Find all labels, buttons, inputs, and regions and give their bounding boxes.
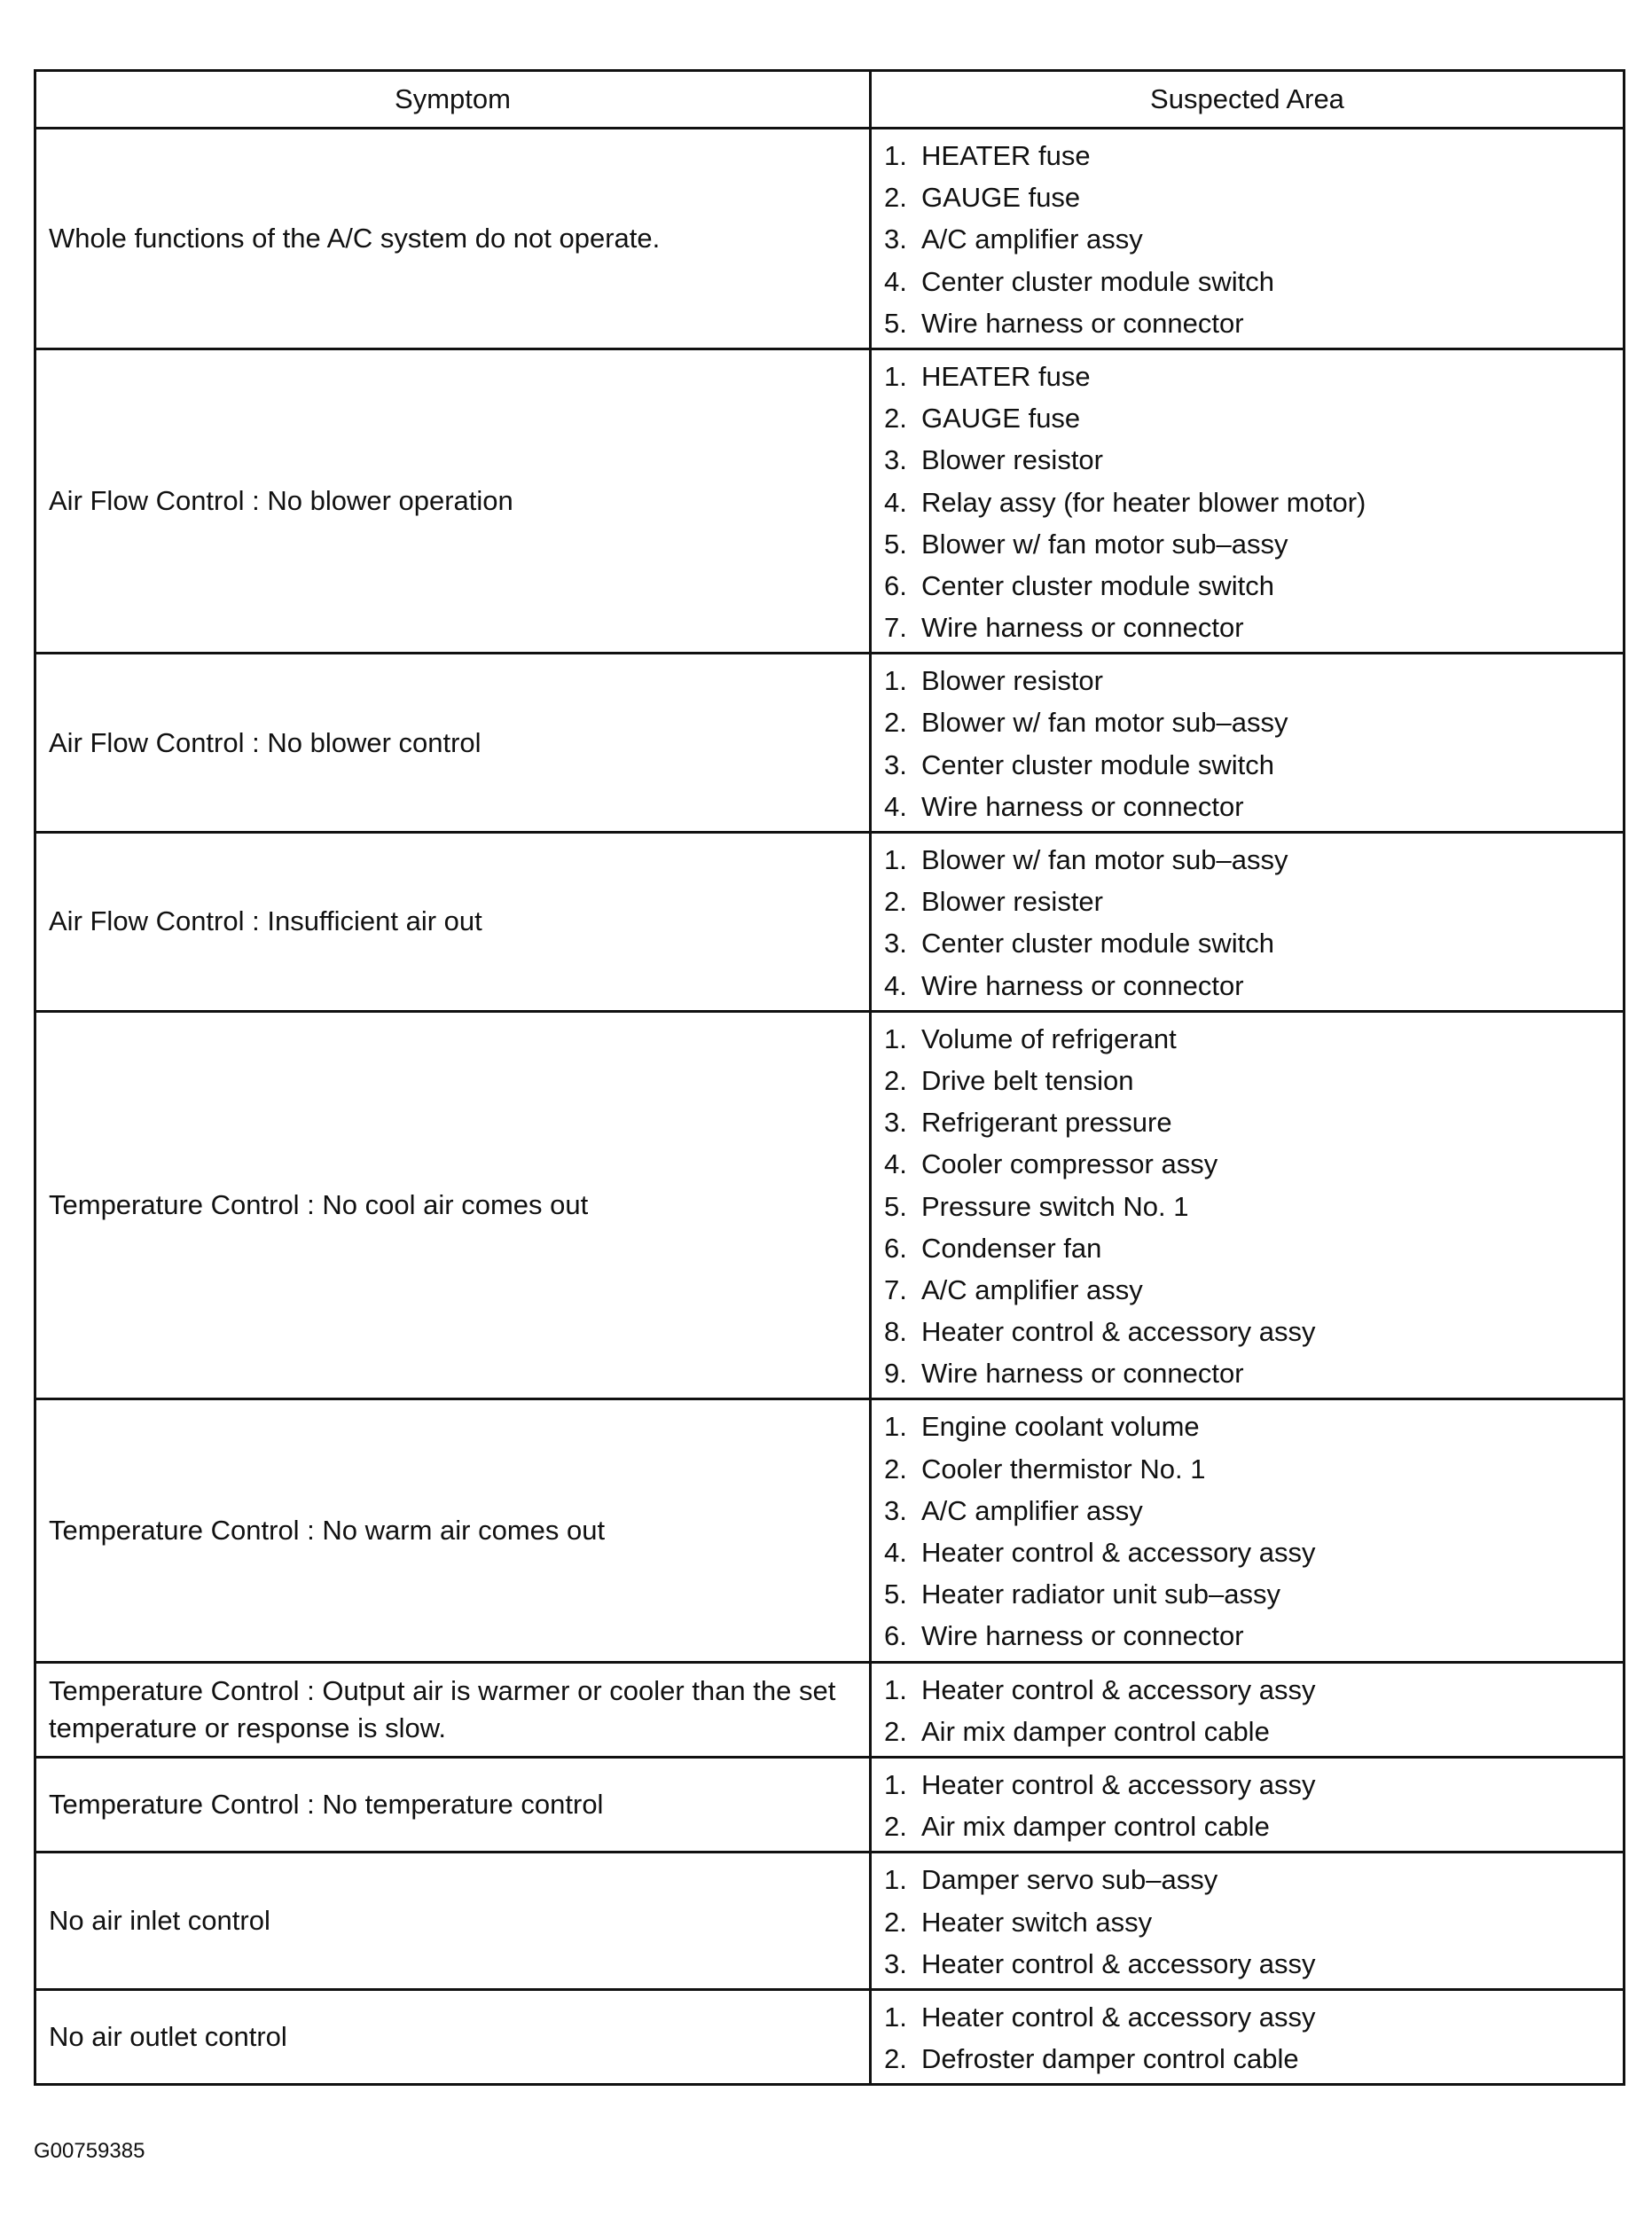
list-item [884, 1806, 1623, 1847]
list-item [884, 1764, 1623, 1806]
list-item [884, 1943, 1623, 1985]
list-item-number: 2. [884, 182, 907, 214]
table-row [35, 1399, 1625, 1662]
list-item-number: 1. [884, 1768, 907, 1800]
list-item-number: 4. [884, 790, 907, 822]
list-item-text: Defroster damper control cable [921, 2043, 1299, 2075]
list-item-text: Wire harness or connector [921, 969, 1244, 1001]
list-item-text: Blower resistor [921, 444, 1103, 476]
list-item-number: 4. [884, 486, 907, 518]
suspected-area-list [884, 356, 1623, 648]
list-item-text: GAUGE fuse [921, 403, 1081, 435]
list-item [884, 881, 1623, 922]
list-item-text: Wire harness or connector [921, 1620, 1244, 1652]
list-item-number: 6. [884, 1232, 907, 1264]
suspected-area-list [884, 1764, 1623, 1847]
list-item-text: Relay assy (for heater blower motor) [921, 486, 1366, 518]
list-item-number: 9. [884, 1358, 907, 1390]
list-item-text: A/C amplifier assy [921, 1273, 1143, 1305]
symptom-cell: Whole functions of the A/C system do not operate. [35, 129, 871, 349]
symptom-cell: No air outlet control [35, 1989, 871, 2084]
list-item-number: 6. [884, 1620, 907, 1652]
list-item [884, 1711, 1623, 1752]
list-item-number: 1. [884, 360, 907, 392]
list-item-text: Blower w/ fan motor sub–assy [921, 844, 1288, 875]
list-item-text: Heater control & accessory assy [921, 1768, 1316, 1800]
symptom-cell: Air Flow Control : No blower control [35, 654, 871, 833]
list-item-text: Air mix damper control cable [921, 1811, 1270, 1843]
list-item [884, 1352, 1623, 1394]
suspected-area-list [884, 1859, 1623, 1985]
list-item-text: HEATER fuse [921, 140, 1091, 171]
list-item-text: Engine coolant volume [921, 1411, 1200, 1443]
header-suspected-area: Suspected Area [871, 71, 1625, 129]
list-item [884, 786, 1623, 827]
list-item [884, 1227, 1623, 1269]
list-item-text: Wire harness or connector [921, 1358, 1244, 1390]
list-item-number: 8. [884, 1316, 907, 1348]
list-item [884, 1269, 1623, 1311]
list-item [884, 1311, 1623, 1352]
list-item-number: 3. [884, 444, 907, 476]
table-row [35, 654, 1625, 833]
list-item [884, 356, 1623, 397]
list-item [884, 744, 1623, 786]
list-item-number: 2. [884, 707, 907, 739]
list-item-text: Refrigerant pressure [921, 1107, 1172, 1139]
list-item-text: Wire harness or connector [921, 307, 1244, 339]
list-item-number: 4. [884, 1148, 907, 1180]
list-item-text: Wire harness or connector [921, 612, 1244, 644]
list-item-text: Blower resistor [921, 665, 1103, 697]
list-item-text: Drive belt tension [921, 1064, 1134, 1096]
list-item-number: 5. [884, 1579, 907, 1610]
list-item-text: Cooler compressor assy [921, 1148, 1218, 1180]
troubleshooting-table [34, 69, 1625, 2086]
list-item-text: Heater control & accessory assy [921, 1947, 1316, 1979]
table-body [35, 129, 1625, 2085]
list-item-number: 3. [884, 1107, 907, 1139]
symptom-cell: No air inlet control [35, 1853, 871, 1990]
list-item [884, 1490, 1623, 1532]
list-item [884, 302, 1623, 344]
list-item [884, 2038, 1623, 2080]
suspected-area-cell [871, 1853, 1625, 1990]
list-item-text: Wire harness or connector [921, 790, 1244, 822]
list-item [884, 397, 1623, 439]
suspected-area-cell [871, 1757, 1625, 1852]
list-item-text: Heater radiator unit sub–assy [921, 1579, 1280, 1610]
list-item-text: Heater control & accessory assy [921, 1316, 1316, 1348]
list-item [884, 1406, 1623, 1447]
list-item [884, 439, 1623, 481]
list-item-number: 3. [884, 223, 907, 255]
list-item [884, 607, 1623, 648]
list-item-number: 1. [884, 2001, 907, 2033]
list-item [884, 1101, 1623, 1143]
list-item [884, 1018, 1623, 1060]
list-item-number: 5. [884, 528, 907, 560]
list-item-text: Damper servo sub–assy [921, 1864, 1218, 1896]
list-item [884, 1573, 1623, 1615]
table-row [35, 1989, 1625, 2084]
list-item-text: Volume of refrigerant [921, 1022, 1177, 1054]
symptom-cell: Air Flow Control : Insufficient air out [35, 833, 871, 1012]
suspected-area-list [884, 839, 1623, 1007]
list-item [884, 482, 1623, 523]
symptom-cell: Temperature Control : Output air is warmer or cooler than the set temperature or response is slow. [35, 1662, 871, 1757]
list-item-number: 7. [884, 1273, 907, 1305]
list-item [884, 1615, 1623, 1657]
list-item-text: Heater switch assy [921, 1906, 1153, 1938]
list-item-number: 2. [884, 1811, 907, 1843]
list-item-number: 3. [884, 928, 907, 960]
list-item-text: Center cluster module switch [921, 265, 1274, 297]
list-item [884, 922, 1623, 964]
list-item-text: Pressure switch No. 1 [921, 1190, 1189, 1222]
list-item [884, 1859, 1623, 1900]
list-item [884, 261, 1623, 302]
list-item-number: 5. [884, 307, 907, 339]
suspected-area-cell [871, 349, 1625, 653]
list-item-number: 1. [884, 1022, 907, 1054]
suspected-area-cell [871, 1662, 1625, 1757]
list-item [884, 1060, 1623, 1101]
list-item [884, 1532, 1623, 1573]
symptom-cell: Temperature Control : No temperature control [35, 1757, 871, 1852]
list-item [884, 839, 1623, 881]
figure-id: G00759385 [34, 2139, 145, 2163]
list-item-number: 7. [884, 612, 907, 644]
table-row [35, 349, 1625, 653]
suspected-area-list [884, 1996, 1623, 2080]
list-item-number: 4. [884, 1537, 907, 1568]
table-row [35, 833, 1625, 1012]
list-item-number: 4. [884, 969, 907, 1001]
list-item [884, 965, 1623, 1007]
suspected-area-list [884, 660, 1623, 827]
list-item-number: 2. [884, 886, 907, 918]
suspected-area-cell [871, 833, 1625, 1012]
symptom-cell: Temperature Control : No warm air comes out [35, 1399, 871, 1662]
list-item-number: 2. [884, 2043, 907, 2075]
list-item-number: 1. [884, 1411, 907, 1443]
list-item-number: 2. [884, 1453, 907, 1485]
suspected-area-cell [871, 654, 1625, 833]
list-item-number: 1. [884, 665, 907, 697]
list-item-number: 3. [884, 1494, 907, 1526]
list-item [884, 218, 1623, 260]
table-header-row [35, 71, 1625, 129]
symptom-cell: Air Flow Control : No blower operation [35, 349, 871, 653]
list-item-text: Center cluster module switch [921, 569, 1274, 601]
list-item-text: Air mix damper control cable [921, 1715, 1270, 1747]
list-item-text: Heater control & accessory assy [921, 1537, 1316, 1568]
list-item-text: Heater control & accessory assy [921, 2001, 1316, 2033]
list-item-number: 4. [884, 265, 907, 297]
suspected-area-list [884, 1669, 1623, 1752]
list-item-text: A/C amplifier assy [921, 1494, 1143, 1526]
suspected-area-cell [871, 1011, 1625, 1399]
suspected-area-cell [871, 1989, 1625, 2084]
list-item-number: 2. [884, 1064, 907, 1096]
list-item [884, 523, 1623, 565]
list-item [884, 1448, 1623, 1490]
list-item [884, 565, 1623, 607]
list-item [884, 135, 1623, 176]
list-item [884, 1669, 1623, 1711]
list-item-number: 3. [884, 1947, 907, 1979]
list-item-text: Heater control & accessory assy [921, 1673, 1316, 1705]
table-row [35, 1011, 1625, 1399]
symptom-cell: Temperature Control : No cool air comes out [35, 1011, 871, 1399]
suspected-area-list [884, 1018, 1623, 1395]
list-item-number: 2. [884, 1715, 907, 1747]
list-item [884, 1186, 1623, 1227]
suspected-area-list [884, 1406, 1623, 1657]
list-item-number: 3. [884, 748, 907, 780]
list-item-number: 1. [884, 1864, 907, 1896]
list-item-number: 5. [884, 1190, 907, 1222]
table-row [35, 1853, 1625, 1990]
list-item-number: 1. [884, 1673, 907, 1705]
list-item [884, 176, 1623, 218]
list-item-text: Blower resister [921, 886, 1103, 918]
list-item-number: 1. [884, 844, 907, 875]
list-item-text: Blower w/ fan motor sub–assy [921, 707, 1288, 739]
list-item [884, 1996, 1623, 2038]
list-item-text: A/C amplifier assy [921, 223, 1143, 255]
list-item-text: Center cluster module switch [921, 748, 1274, 780]
list-item-text: HEATER fuse [921, 360, 1091, 392]
table-row [35, 1757, 1625, 1852]
list-item [884, 1901, 1623, 1943]
header-symptom: Symptom [35, 71, 871, 129]
list-item-text: Condenser fan [921, 1232, 1102, 1264]
list-item [884, 660, 1623, 701]
list-item-number: 6. [884, 569, 907, 601]
list-item-text: Center cluster module switch [921, 928, 1274, 960]
list-item-number: 2. [884, 1906, 907, 1938]
table-row [35, 129, 1625, 349]
suspected-area-cell [871, 129, 1625, 349]
list-item-number: 2. [884, 403, 907, 435]
list-item-text: GAUGE fuse [921, 182, 1081, 214]
list-item [884, 1143, 1623, 1185]
suspected-area-cell [871, 1399, 1625, 1662]
table-row [35, 1662, 1625, 1757]
list-item-text: Cooler thermistor No. 1 [921, 1453, 1206, 1485]
list-item-text: Blower w/ fan motor sub–assy [921, 528, 1288, 560]
list-item [884, 701, 1623, 743]
list-item-number: 1. [884, 140, 907, 171]
suspected-area-list [884, 135, 1623, 344]
